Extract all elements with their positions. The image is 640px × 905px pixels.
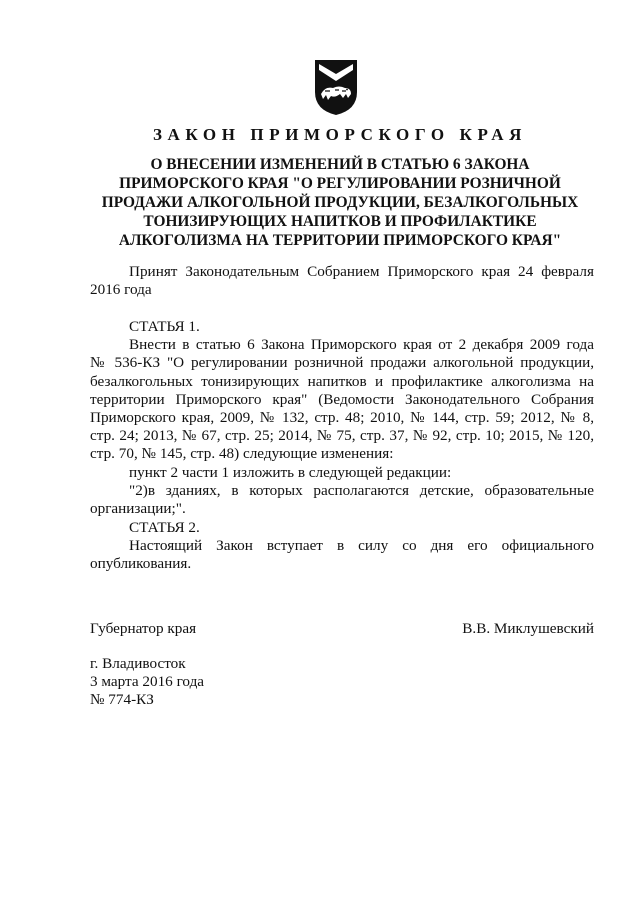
article-1-line: безалкогольных тонизирующих напитков и профилактике алкоголизма на [90, 372, 594, 390]
article-1-quote-line: "2)в зданиях, в которых располагаются детские, образовательные [129, 481, 594, 499]
article-1-line: стр. 24; 2013, № 67, стр. 25; 2014, № 75, стр. 37, № 92, стр. 10; 2015, № 120, [90, 427, 594, 445]
subject-line: АЛКОГОЛИЗМА НА ТЕРРИТОРИИ ПРИМОРСКОГО КРАЯ" [118, 232, 562, 249]
footer-date: 3 марта 2016 года [90, 673, 205, 691]
signatory-position: Губернатор края [90, 620, 197, 637]
article-1-amendment: пункт 2 части 1 изложить в следующей редакции: [129, 463, 452, 481]
article-1-line: Приморского края, 2009, № 132, стр. 48; 2010, № 144, стр. 59; 2012, № 8, [90, 409, 594, 427]
article-2-line: опубликования. [90, 555, 192, 573]
law-subject [60, 155, 620, 250]
article-2-line: Настоящий Закон вступает в силу со дня его официального [129, 537, 594, 555]
subject-line: ПРИМОРСКОГО КРАЯ "О РЕГУЛИРОВАНИИ РОЗНИЧНОЙ [119, 175, 561, 192]
article-1-line: № 536-КЗ "О регулировании розничной продажи алкогольной продукции, [90, 354, 594, 372]
adoption-note [90, 263, 594, 299]
subject-line: ТОНИЗИРУЮЩИХ НАПИТКОВ И ПРОФИЛАКТИКЕ [143, 213, 537, 230]
footer-number: № 774-КЗ [90, 691, 154, 709]
document-footer [90, 655, 594, 710]
subject-line: ПРОДАЖИ АЛКОГОЛЬНОЙ ПРОДУКЦИИ, БЕЗАЛКОГОЛЬНЫХ [101, 194, 579, 211]
article-1-line: Внести в статью 6 Закона Приморского края от 2 декабря 2009 года [129, 336, 594, 354]
article-2 [90, 519, 594, 574]
article-1-line: территории Приморского края" (Ведомости Законодательного Собрания [90, 390, 594, 408]
footer-city: г. Владивосток [90, 655, 186, 672]
subject-line: О ВНЕСЕНИИ ИЗМЕНЕНИЙ В СТАТЬЮ 6 ЗАКОНА [150, 156, 530, 173]
article-1-quote-line: организации;". [90, 500, 186, 518]
adoption-line: Принят Законодательным Собранием Приморского края 24 февраля [129, 263, 594, 280]
coat-of-arms-icon [313, 58, 359, 116]
signatory-name: В.В. Миклушевский [462, 620, 594, 637]
article-1 [90, 318, 594, 518]
article-1-heading: СТАТЬЯ 1. [129, 318, 200, 335]
article-1-line: стр. 70, № 145, стр. 48) следующие изменения: [90, 445, 394, 463]
adoption-line: 2016 года [90, 281, 152, 299]
law-title: ЗАКОН ПРИМОРСКОГО КРАЯ [152, 125, 528, 144]
article-2-heading: СТАТЬЯ 2. [129, 519, 200, 536]
signature-block [90, 620, 594, 638]
